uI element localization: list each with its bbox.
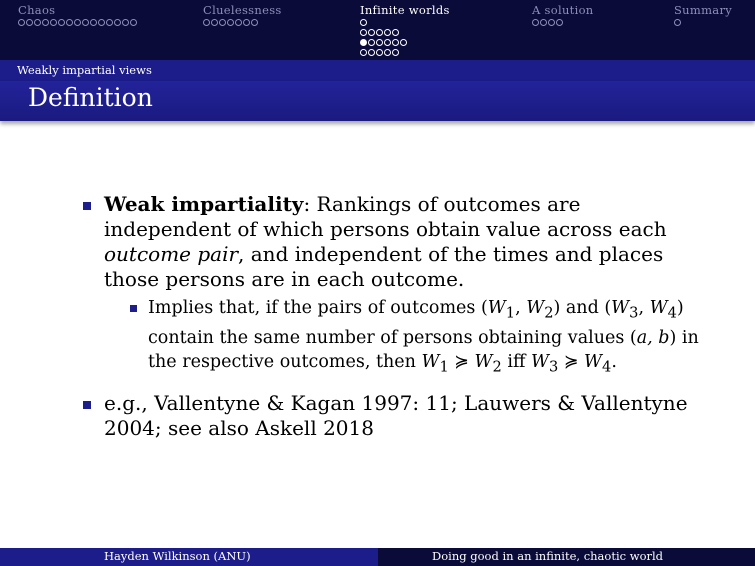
slide-dot-icon[interactable] <box>82 19 89 26</box>
slide-dot-icon[interactable] <box>376 29 383 36</box>
slide-dot-icon[interactable] <box>392 29 399 36</box>
slide-dot-icon[interactable] <box>368 49 375 56</box>
slide-dot-icon[interactable] <box>360 29 367 36</box>
slide-dot-icon[interactable] <box>384 29 391 36</box>
nav-section-infinite-worlds[interactable] <box>360 3 450 17</box>
slide-dot-icon[interactable] <box>384 39 391 46</box>
text: , <box>515 298 527 318</box>
math-var: W <box>649 298 668 318</box>
subsection-bar <box>0 60 755 81</box>
slide-dot-icon[interactable] <box>50 19 57 26</box>
slide-dot-icon[interactable] <box>18 19 25 26</box>
slide-dot-icon[interactable] <box>360 49 367 56</box>
section-navigation-bar <box>0 0 755 60</box>
current-slide-dot-icon[interactable] <box>360 39 367 46</box>
slide-dot-icon[interactable] <box>74 19 81 26</box>
math-sub: 3 <box>629 304 639 322</box>
slide-dot-icon[interactable] <box>376 39 383 46</box>
nav-progress-dots-cluelessness <box>203 17 259 27</box>
nav-section-cluelessness[interactable] <box>203 3 282 17</box>
math-sub: 4 <box>667 304 677 322</box>
emphasized-term: outcome pair <box>104 242 239 266</box>
slide-body <box>80 192 700 453</box>
definition-text: : Rankings of outcomes are independent of which persons obtain value across each <box>104 192 667 241</box>
nav-progress-dots-summary <box>674 17 682 27</box>
math-values: a, b <box>636 327 670 348</box>
slide-dot-icon[interactable] <box>203 19 210 26</box>
math-var: W <box>526 298 545 318</box>
slide-dot-icon[interactable] <box>42 19 49 26</box>
footer-author-bar <box>0 548 378 566</box>
dot-row <box>360 37 408 47</box>
slide-dot-icon[interactable] <box>540 19 547 26</box>
dot-row <box>360 47 408 57</box>
slide-dot-icon[interactable] <box>532 19 539 26</box>
nav-progress-dots-infinite-worlds <box>360 17 408 57</box>
footer-author: Hayden Wilkinson (ANU) <box>104 549 251 563</box>
nav-section-label[interactable]: Summary <box>674 3 733 17</box>
dot-row <box>532 17 564 27</box>
dot-row <box>360 27 408 37</box>
subsection-title: Weakly impartial views <box>17 63 152 77</box>
slide-dot-icon[interactable] <box>58 19 65 26</box>
dot-row <box>360 17 408 27</box>
slide-dot-icon[interactable] <box>368 29 375 36</box>
footer-title-bar <box>378 548 755 566</box>
square-bullet-icon <box>83 401 91 409</box>
slide-dot-icon[interactable] <box>66 19 73 26</box>
nav-section-a-solution[interactable] <box>532 3 594 17</box>
slide-dot-icon[interactable] <box>376 49 383 56</box>
square-bullet-icon <box>130 305 137 312</box>
dot-row <box>674 17 682 27</box>
math-sub: 4 <box>602 358 612 375</box>
slide-dot-icon[interactable] <box>219 19 226 26</box>
list-item-weak-impartiality <box>80 192 700 379</box>
slide-dot-icon[interactable] <box>392 39 399 46</box>
list-item-references <box>80 391 700 441</box>
text: Implies that, if the pairs of outcomes ( <box>148 298 488 318</box>
dot-row <box>18 17 138 27</box>
text: iff <box>501 351 531 372</box>
slide-dot-icon[interactable] <box>243 19 250 26</box>
slide-dot-icon[interactable] <box>130 19 137 26</box>
relation-symbol: ≽ <box>558 351 585 372</box>
math-var: W <box>487 298 506 318</box>
nav-progress-dots-a-solution <box>532 17 564 27</box>
slide-dot-icon[interactable] <box>235 19 242 26</box>
slide-dot-icon[interactable] <box>392 49 399 56</box>
text: ) in the respective outcomes, then <box>148 327 699 372</box>
slide-dot-icon[interactable] <box>122 19 129 26</box>
math-var: W <box>584 351 603 372</box>
slide-dot-icon[interactable] <box>384 49 391 56</box>
text: ) contain the same number of persons obtaining values ( <box>148 298 684 348</box>
text: ) and ( <box>553 298 612 318</box>
frame-title-bar <box>0 81 755 121</box>
page-title: Definition <box>28 83 153 112</box>
math-var: W <box>611 298 630 318</box>
nav-section-label[interactable]: Infinite worlds <box>360 3 450 17</box>
relation-symbol: ≽ <box>448 351 475 372</box>
slide-dot-icon[interactable] <box>400 39 407 46</box>
footer-talk-title: Doing good in an infinite, chaotic world <box>432 549 664 563</box>
slide-dot-icon[interactable] <box>360 19 367 26</box>
math-sub: 3 <box>548 358 559 375</box>
slide-dot-icon[interactable] <box>674 19 681 26</box>
text: . <box>611 351 617 372</box>
term-weak-impartiality: Weak impartiality <box>104 192 304 216</box>
nav-section-summary[interactable] <box>674 3 732 17</box>
slide-dot-icon[interactable] <box>90 19 97 26</box>
math-var: W <box>474 351 493 372</box>
dot-row <box>203 17 259 27</box>
math-sub: 2 <box>492 358 502 375</box>
slide-dot-icon[interactable] <box>227 19 234 26</box>
references-text: e.g., Vallentyne & Kagan 1997: 11; Lauwers & Vallentyne 2004; see also Askell 2018 <box>104 391 688 440</box>
slide-dot-icon[interactable] <box>556 19 563 26</box>
slide-dot-icon[interactable] <box>114 19 121 26</box>
slide-dot-icon[interactable] <box>251 19 258 26</box>
text: , <box>638 298 650 318</box>
slide-dot-icon[interactable] <box>106 19 113 26</box>
math-sub: 2 <box>544 304 554 322</box>
math-sub: 1 <box>505 304 516 322</box>
square-bullet-icon <box>83 202 91 210</box>
math-var: W <box>421 351 440 372</box>
slide-dot-icon[interactable] <box>548 19 555 26</box>
slide-dot-icon[interactable] <box>98 19 105 26</box>
nav-section-label[interactable]: Cluelessness <box>203 3 282 17</box>
slide-dot-icon[interactable] <box>211 19 218 26</box>
slide-dot-icon[interactable] <box>26 19 33 26</box>
math-var: W <box>530 351 549 372</box>
slide-dot-icon[interactable] <box>34 19 41 26</box>
sub-list-item-implication <box>104 296 700 379</box>
slide-dot-icon[interactable] <box>368 39 375 46</box>
math-sub: 1 <box>439 358 449 375</box>
definition-text-cont: , and independent of the times and places those persons are in each outcome. <box>104 242 664 291</box>
nav-progress-dots-chaos <box>18 17 138 27</box>
nav-section-label[interactable]: Chaos <box>18 3 56 17</box>
nav-section-chaos[interactable] <box>18 3 55 17</box>
nav-section-label[interactable]: A solution <box>532 3 594 17</box>
